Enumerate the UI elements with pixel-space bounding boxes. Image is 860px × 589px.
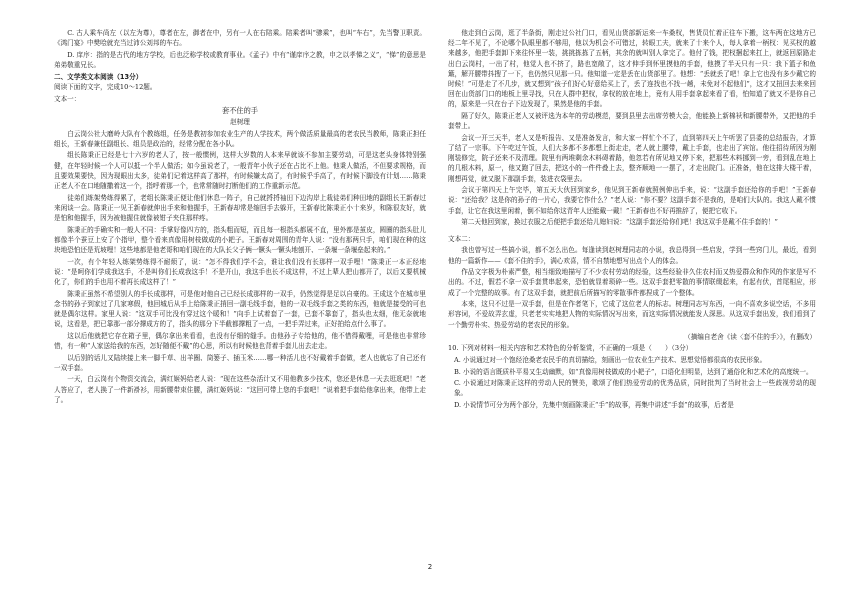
story-paragraph-4: 陈秉正的手确实和一般人不同：手掌好像四方的，指头粗而短，而且每一根指头都展不直，里外都是茧皮，圆圈的指头肚儿都像半个蚕豆上安了个指甲，整个看来真像用树枝做成的小耙子。王新春对周围的青年人说：“没有那两只手，咱们现在种的这块地恐怕还是荒坡哩！这些地都是他老哥和咱们现在的大队长父子俩一镢头一镢头地刨开、一条堰一条堰垒起来的。”: [54, 225, 426, 255]
question-10-option-c: C. 小说通过对陈秉正这样的劳动人民的赞美，歌颂了他们热爱劳动的优秀品质，同时批判了当时社会上一些歧视劳动的现象。: [453, 379, 816, 398]
story-paragraph-1: 白云岗公社大磨岭大队有个教练组，任务是教初参加农业生产的人学技术，两个做活质量最高的老农民当教师，陈秉正担任组长，王新春兼任副组长、组员是政治的，经常分配在各小队。: [54, 129, 426, 148]
story-paragraph-8: 以后别的话儿又陆续接上来一脚千草、出羊圈、筒篓子、插玉米……哪一种活儿也不好戴着手套做，老人也就忘了自己还有一双手套。: [54, 353, 426, 372]
story-paragraph-6: 陈秉正虽然不希望别人的手长成那样，可是他对他自己已经长成那样的一双手，仍然觉得是足以自豪的。王成这个在城市里念书的孙子到家过了几家寒假，他回城后从手上给陈秉正捎回一副毛线手套，他的一双毛线手套之类的东西，他就是接受的可也就是偶尔这样。家里人说：“这双手可比没有穿过这个暖和！”向手上试着套了一套，已套不靠套了，指头也太细，他无奈就地说，这看是，把已靠那一部分撑成方的了，指头的那分下半截都撑粗了一点，一把手弄过来，正好拍给点什么事了。: [54, 289, 426, 329]
commentary-paragraph-3: 本来，这只不过是一双手套，但是在作者笔下，它成了这位老人的标志。树理同志写东西，一向不喜欢多说空话，不多用形容词，不爱故弄玄虚，只老老实实地把人物的实际情况写出来，而这实际情况就能发人深思。从这双手套出发，我们看到了一个勤劳朴实、热爱劳动的老农民的形象。: [448, 300, 816, 329]
question-10-option-b: B. 小说的语言既质朴平易又生动幽默，如“真像用树枝做成的小耙子”，口语化但明显，达到了通俗化和艺术化的高度统一。: [453, 367, 813, 376]
story-paragraph-12: 会议一开三天半，老人又是听报告、又是准备发言，和大家一样忙个不了，直到第四天上午听罢了县委的总结报告，才算了结了一宗事。下午吃过午饭，人们大多都不多都想上街走走，老人就上腰带，戴上手套，也走出了宾馆。他往招待所因为刚刚装修完，院子还来不及清理。院里有两堆剩余木料碍着路，他忽若有所见地又停下来，把那些木料挪到一旁，看到乱在地上的几根木料，原一，他又跑了回去，把这小的一件件叠上去，整齐顺地一一摆了，才走出院门。正准备，他在这排大楼干着，刚想再觉，就又脱下那副手套，装进衣袋里去。: [448, 133, 816, 183]
story-title: 套不住的手: [222, 106, 258, 116]
story-paragraph-7: 这以后他就把它存在箱子里，偶尔拿出来看看，也没有仔细的缝手。由他孙子专给他的，他不惜得戴哩，可是他也非常珍惜，有一种“人家送给我的东西，怎好随便不戴”的心思，所以有时候他也背着手套儿出去走走。: [54, 331, 426, 351]
page-number: 2: [427, 563, 433, 571]
text-one-label: 文本一：: [54, 95, 81, 103]
option-c-paragraph: C. 古人乘车尚左（以左为尊），尊者在左，御者在中，另有一人在右陪乘。陪乘者叫“骖乘”，也叫“车右”，先当警卫职责。《鸿门宴》中樊哙就充当过沛公刘邦的车右。: [54, 29, 426, 48]
story-paragraph-9: 一天，白云岗有个物资交流会，满红姬妈给老人说：“现在这些杂活计又不用他教多少技术，您还是休息一天去逛逛吧！”老人答应了，老人换了一件新褂衫，用新腰带束住腰，满红姬妈说：“这回可带上您的手套吧！”说着把手套给他拿出来，他带上走了。: [54, 375, 426, 404]
question-10-option-d: D. 小说情节可分为两个部分，先集中刻画陈秉正“手”的故事，再集中讲述“手套”的故事，后者是: [453, 400, 734, 409]
story-paragraph-5: 一次，有个年轻人练架势练得不耐烦了，说：“怎不得我们学不会，谁让我们没有长那样一双手哩！”陈秉正一本正经地说：“是呵你们学成我这手，不是叫你们长成我这手！不是开山，我这手也长不成这样，不过上辈人把山都开了，以后又要机械化了，你们的手也用不着再长成这样了！”: [54, 257, 426, 287]
section-heading: 二、文学类文本阅读（13分）: [54, 73, 143, 82]
option-d-paragraph: D. 庠序：指的是古代的地方学校，后也泛称学校或教育事业。《孟子》中有“谨庠序之教，申之以孝悌之义”，“悌”的意思是弟弟敬重兄长。: [54, 50, 426, 69]
story-paragraph-3: 徒弟们练架势练得累了，老组长陈秉正便让他们休息一阵子，自己就捋捋袖田下边沟岸上栽徒弟们种田地的副组长王新春过来闲谈一会。陈秉正一见王新春就伸出手来和他握手，王新春却常是缩回手去躲开，王新春比陈秉正小十来岁，和陈很友好，就是怕和他握手，因为被他握住就像被钳子夹住那样疼。: [54, 193, 426, 223]
story-author: 赵树理: [230, 118, 250, 127]
story-paragraph-10: 他走到白云岗，逛了半条街，刚走过公社门口，看见山货部新运来一车桑杈，售货员忙着正往车下搬，这车两在这地方已经二年不见了，不论哪个队眼里都不够用，他以为机会不可错过，转眼工夫，就来了十来个人，每人拿着一柄杈：见买杈的越来越多，他把手套卸下来往怀里一装，挑挑拣拣了五柄，其余的就叫别人拿完了。他付了钱，把杈捆起来扛上，就返回原路走出白云岗村，一出了村，他觉人也不挤了，路也宽敞了，这才伸手到怀里摸他的手套，他摸了半天只有一只：我下篮子和鱼簸，解开腰带抖搜了一下，也仍然只见那一只。他知道一定是丢在山货部里了。他想：“丢就丢了吧！拿上它也没有多少戴它的时候！”可是走了不几步，就又想到“孩子们好心好意给买上了，丢了连找也不找一趟，未免对不起他们”，这才又扭回去来来回回在山货部门口的地板上里寻找，只在人群中把杈，拿杈的放在地上，竟有人用手套拿起来看了看，怕知道了就又不是你自己的，原来是一只在台子下边发现了，果然是他的手套。: [448, 29, 816, 109]
left-column: [54, 28, 426, 406]
story-paragraph-11: 隔了好久，陈秉正老人又被评选为本年的劳动模范，要到县里去出席劳模大会，他能换上新棉袄和新腰带外，又把他的手套带上。: [448, 112, 816, 131]
text-two-label: 文本二：: [448, 234, 475, 243]
question-10-stem: 10. 下列对材料一相关内容和艺术特色的分析鉴赏，不正确的一项是（ ）（3分）: [448, 344, 693, 353]
reading-instruction: 阅读下面的文字，完成10～12题。: [54, 83, 157, 92]
story-paragraph-14: 第二天他回到家，换过衣服之后便把手套还给儿媳妇说：“这副手套还给你们吧！我这双手是戴不住手套的！”: [461, 218, 778, 227]
source-citation: （摘编自老舍《读〈套不住的手〉》，有删改）: [684, 332, 816, 341]
story-paragraph-2: 组长陈秉正已经是七十六岁的老人了，按一般惯例，这样大岁数的人本来早就该不参加主要劳动，可是这老头身体特别强健，在年轻时候一个人可以抵一个半人做活；如今虽说老了，一般青年小伙子还在占比不上他。他秉人做活，不但要求规格，而且要效果要快，因为现眼出太多，徒弟们记着这样高了那样，有时候嫌太高了，有时候乎手高了，有时候下脚没有计划……陈秉正老人不在口地随撒着这一个，指呼着那一个，也常常随时打断他们的工作重新示范。: [54, 151, 426, 191]
right-column: [448, 28, 816, 412]
commentary-paragraph-2: 作品文字极为朴素严整，相当细致地描写了不少农村劳动的经验，这些经验非久住农村而又热爱群众和作风的作家是写不出的。不过，假若不拿一双手套贯串起来，恐怕就显着琐碎一些。这双手套把零散的事情联缀起来，有起有伏，首尾相应，形成了一个完整的故事。有了这双手套，就把前后所描写的零散事件都捏成了一个整体。: [448, 268, 816, 297]
story-paragraph-13: 会议于第四天上午完毕，第五天大伙回到家乡，他见到王新春就照例伸出手来，说：“这副手套还给你的手吧！”王新春说：“还给我？这是你的孙子的一片心，我要它作什么？”老人说：“你不要？这副手套不是我的，是咱们大队的。我这人戴不惯手套，让它在我这里闲着，倒不如给你这青年人还能戴一戴！”王新春也不好再推辞了，便把它收下。: [448, 186, 816, 215]
question-10-option-a: A. 小说通过对一个饱经沧桑老农民手的真切描绘，刻画出一位农业生产技术、思想觉悟都很高的农民形象。: [453, 356, 767, 364]
commentary-paragraph-1: 我也曾写过一些搞小说，都不怎么出色。每逢读到赵树理同志的小说，我总得到一些启发，学到一些窍门儿，最近，看到他的一篇新作——《套不住的手》，满心欢喜，情不自禁地想写出点个人的体会。: [448, 246, 816, 265]
